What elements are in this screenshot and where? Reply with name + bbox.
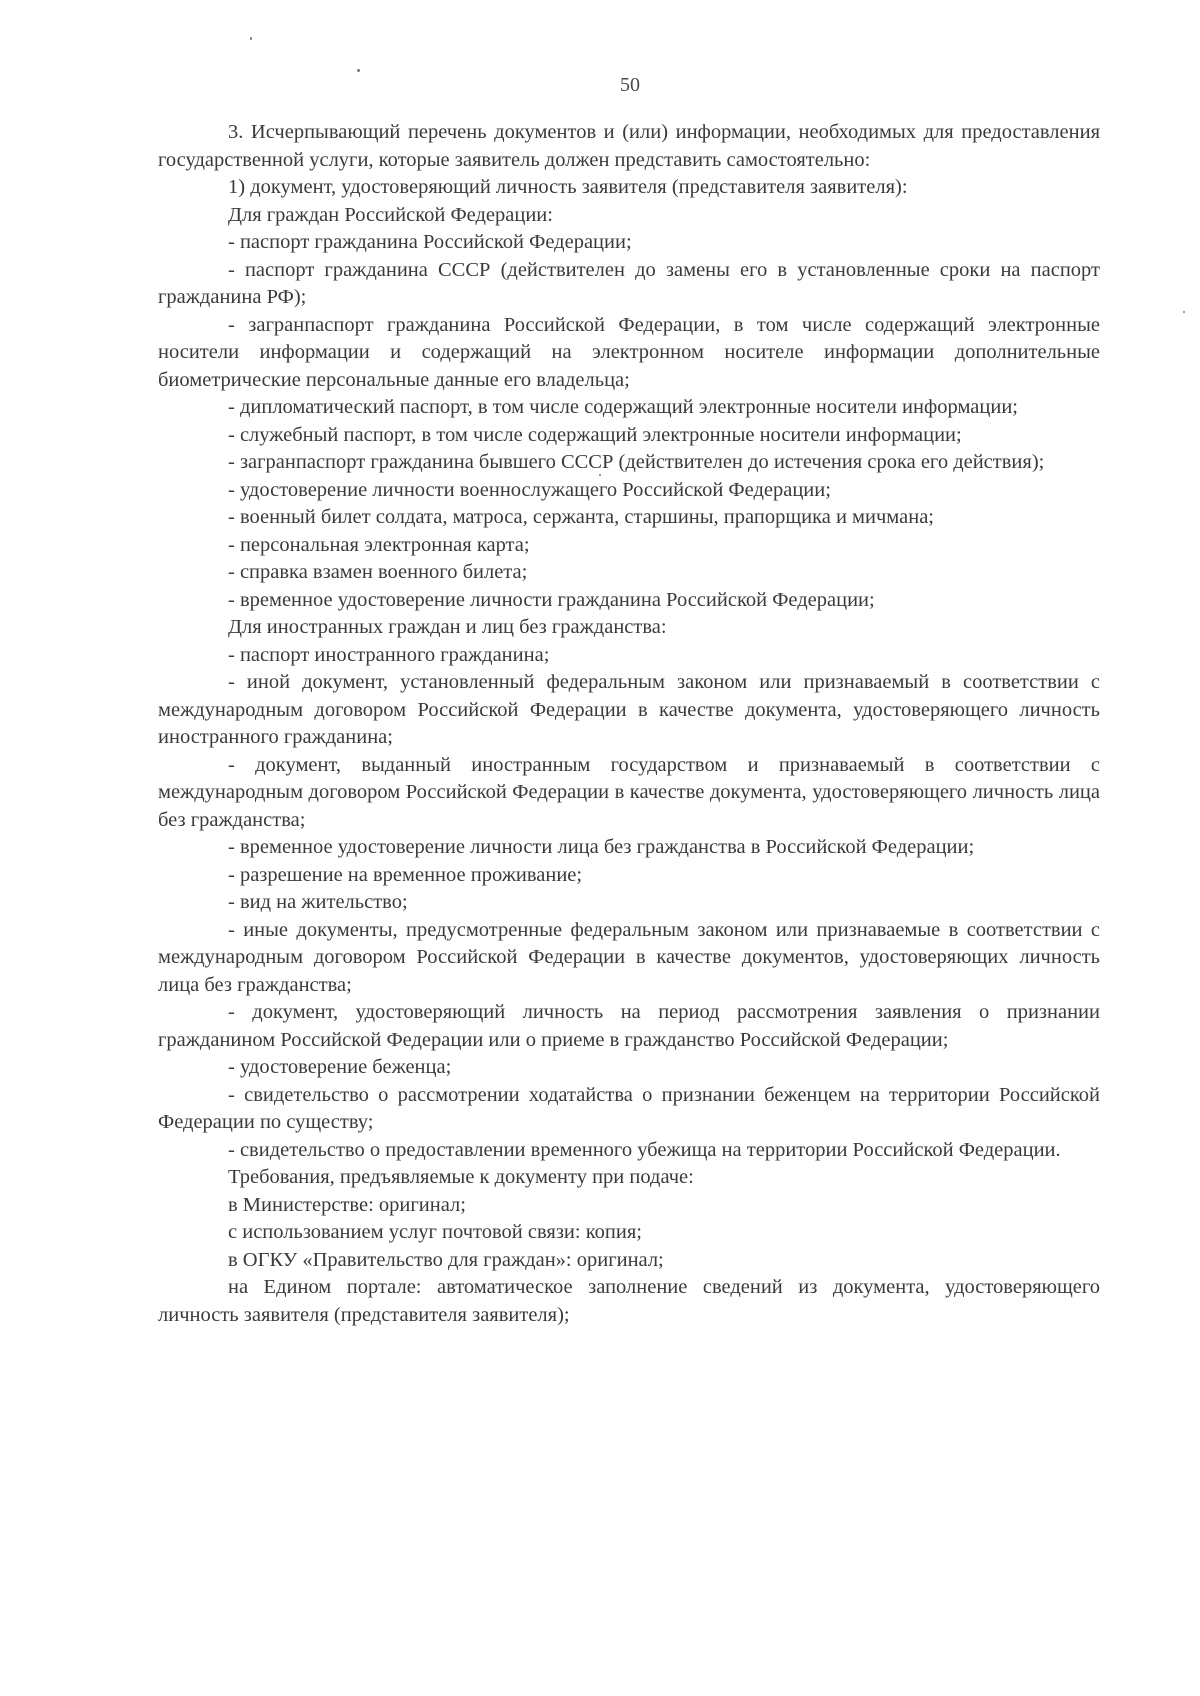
scan-speck xyxy=(1183,311,1185,313)
paragraph-heading-foreigners: Для иностранных граждан и лиц без гражданства: xyxy=(228,616,667,638)
list-item: - загранпаспорт гражданина Российской Федерации, в том числе содержащий электронные носители информации и содержащий на электронном носителе информации дополнительные биометрические персональные данные его владельца; xyxy=(158,313,1100,391)
list-item: - персональная электронная карта; xyxy=(228,533,530,556)
list-item: - паспорт гражданина СССР (действителен до замены его в установленные сроки на паспорт гражданина РФ); xyxy=(158,258,1100,308)
list-item: - временное удостоверение личности гражданина Российской Федерации; xyxy=(228,588,875,611)
paragraph-item-1: 1) документ, удостоверяющий личность заявителя (представителя заявителя): xyxy=(228,176,908,198)
list-item: - паспорт гражданина Российской Федерации; xyxy=(228,231,632,253)
list-item: - паспорт иностранного гражданина; xyxy=(228,643,550,666)
list-item: - военный билет солдата, матроса, сержанта, старшины, прапорщика и мичмана; xyxy=(228,506,934,528)
list-item: - иной документ, установленный федеральным законом или признаваемый в соответствии с международным договором Российской Федерации в качестве документа, удостоверяющего личность иностранного гражданина; xyxy=(158,671,1100,748)
list-item: - временное удостоверение личности лица без гражданства в Российской Федерации; xyxy=(228,836,975,858)
list-item: - свидетельство о рассмотрении ходатайства о признании беженцем на территории Российской Федерации по существу; xyxy=(158,1083,1100,1133)
list-item: - свидетельство о предоставлении временного убежища на территории Российской Федерации. xyxy=(228,1138,1061,1161)
list-item: - справка взамен военного билета; xyxy=(228,561,528,583)
scan-speck xyxy=(250,37,252,40)
list-item: - удостоверение личности военнослужащего Российской Федерации; xyxy=(228,478,831,501)
list-item: - удостоверение беженца; xyxy=(228,1056,452,1078)
list-item: - дипломатический паспорт, в том числе содержащий электронные носители информации; xyxy=(228,396,1018,418)
list-item: - документ, выданный иностранным государством и признаваемый в соответствии с международным договором Российской Федерации в качестве документа, удостоверяющего личность лица без гражданства; xyxy=(158,753,1100,831)
paragraph-heading-citizens: Для граждан Российской Федерации: xyxy=(228,203,553,226)
list-item: - загранпаспорт гражданина бывшего СССР (действителен до истечения срока его действия); xyxy=(228,451,1045,473)
scan-speck xyxy=(357,69,360,72)
requirement-item: в Министерстве: оригинал; xyxy=(228,1193,466,1216)
list-item: - документ, удостоверяющий личность на период рассмотрения заявления о признании гражданином Российской Федерации или о приеме в гражданство Российской Федерации; xyxy=(158,1001,1100,1051)
page-number: 50 xyxy=(620,74,640,96)
list-item: - разрешение на временное проживание; xyxy=(228,863,583,886)
paragraph-requirements: Требования, предъявляемые к документу при подаче: xyxy=(228,1166,694,1188)
requirement-item: на Едином портале: автоматическое заполнение сведений из документа, удостоверяющего личность заявителя (представителя заявителя); xyxy=(158,1276,1100,1326)
requirement-item: с использованием услуг почтовой связи: копия; xyxy=(228,1221,642,1243)
requirement-item: в ОГКУ «Правительство для граждан»: оригинал; xyxy=(228,1248,664,1271)
paragraph-section-3: 3. Исчерпывающий перечень документов и (или) информации, необходимых для предоставления государственной услуги, которые заявитель должен представить самостоятельно: xyxy=(158,121,1100,171)
document-body xyxy=(158,119,1100,1329)
list-item: - иные документы, предусмотренные федеральным законом или признаваемые в соответствии с международным договором Российской Федерации в качестве документов, удостоверяющих личность лица без гражданства; xyxy=(158,918,1100,996)
list-item: - вид на жительство; xyxy=(228,891,408,913)
list-item: - служебный паспорт, в том числе содержащий электронные носители информации; xyxy=(228,423,962,446)
